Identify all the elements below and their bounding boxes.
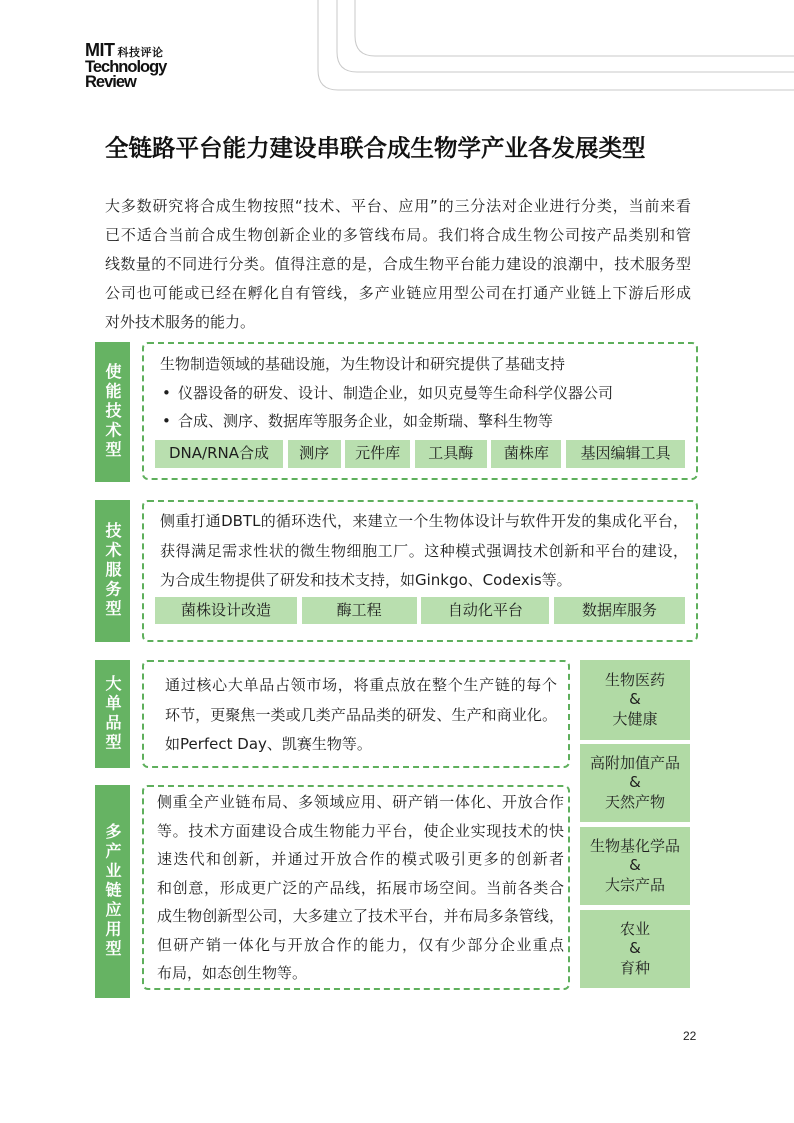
logo-review: Review	[85, 73, 136, 91]
industry-box-biomedicine	[580, 660, 690, 740]
section-line: 侧重打通DBTL的循环迭代，来建立一个生物体设计与软件开发的集成化平台，	[160, 512, 688, 530]
bullet-dot: •	[162, 412, 171, 430]
deco-line-inner	[355, 0, 794, 56]
intro-line: 公司也可能或已经在孵化自有管线，多产业链应用型公司在打通产业链上下游后形成	[105, 284, 691, 302]
label-enabling-tech	[95, 342, 130, 482]
bullet-item	[160, 407, 688, 436]
section-line: 生物制造领域的基础设施，为生物设计和研究提供了基础支持	[160, 355, 566, 373]
industry-bottom: 大宗产品	[604, 875, 665, 894]
tag: 工具酶	[415, 440, 487, 468]
logo-mit: MIT	[85, 40, 115, 60]
bullet-item	[160, 379, 688, 408]
bullet-dot: •	[162, 383, 171, 402]
section-line: 如Perfect Day、凯赛生物等。	[165, 735, 372, 753]
label-single-product	[95, 660, 130, 768]
logo-chinese: 科技评论	[117, 46, 164, 59]
tag: DNA/RNA合成	[155, 440, 283, 468]
industry-amp: &	[629, 856, 641, 875]
section-line: 通过核心大单品占领市场，将重点放在整个生产链的每个	[165, 676, 557, 694]
industry-amp: &	[629, 690, 641, 709]
tag: 基因编辑工具	[566, 440, 685, 468]
section-line: 环节，更聚焦一类或几类产品品类的研发、生产和商业化。	[165, 705, 557, 724]
bullet-text: 仪器设备的研发、设计、制造企业，如贝克曼等生命科学仪器公司	[178, 383, 614, 402]
section-tech-service	[142, 500, 698, 642]
industry-box-high-value	[580, 744, 690, 822]
industry-bottom: 育种	[619, 958, 650, 977]
deco-line-middle	[337, 0, 794, 72]
tag: 自动化平台	[421, 597, 549, 624]
tag: 测序	[288, 440, 341, 468]
deco-line-outer	[318, 0, 794, 90]
label-text: 使能技术型	[103, 363, 122, 461]
label-text: 大单品型	[103, 675, 122, 753]
logo-technology: Technology	[85, 58, 167, 76]
label-multi-industry	[95, 785, 130, 998]
section-enabling-tech	[142, 342, 698, 480]
tag: 菌株设计改造	[155, 597, 297, 624]
section-line: 侧重全产业链布局、多领域应用、研产销一体化、开放合作	[157, 793, 564, 811]
tag-row	[155, 597, 688, 624]
page-number: 22	[683, 1029, 697, 1043]
section-line: 和创意，形成更广泛的产品线，拓展市场空间。当前各类合	[157, 878, 564, 897]
section-line: 为合成生物提供了研发和技术支持，如Ginkgo、Codexis等。	[160, 571, 572, 589]
industry-box-agriculture	[580, 910, 690, 988]
intro-line: 线数量的不同进行分类。值得注意的是，合成生物平台能力建设的浪潮中，技术服务型	[105, 255, 691, 273]
industry-bottom: 大健康	[612, 709, 658, 728]
industry-amp: &	[629, 939, 641, 958]
label-text: 技术服务型	[103, 522, 122, 620]
section-multi-industry	[142, 785, 570, 990]
bullet-text: 合成、测序、数据库等服务企业，如金斯瑞、擎科生物等	[178, 412, 554, 430]
label-tech-service	[95, 500, 130, 642]
industry-top: 农业	[619, 919, 650, 938]
label-text: 多产业链应用型	[103, 823, 122, 960]
section-line: 速迭代和创新，并通过开放合作的模式吸引更多的创新者	[157, 850, 564, 868]
industry-amp: &	[629, 773, 641, 792]
tag: 菌株库	[491, 440, 561, 468]
tag: 酶工程	[302, 597, 417, 624]
industry-top: 生物医药	[604, 670, 665, 689]
industry-top: 高附加值产品	[589, 753, 680, 772]
intro-paragraph	[105, 192, 691, 337]
mit-technology-review-logo	[85, 40, 167, 91]
page-title: 全链路平台能力建设串联合成生物学产业各发展类型	[105, 134, 646, 162]
tag-row	[155, 440, 688, 468]
industry-bottom: 天然产物	[604, 792, 665, 811]
section-line: 成生物创新型公司，大多建立了技术平台，并布局多条管线，	[157, 907, 564, 925]
section-line: 获得满足需求性状的微生物细胞工厂。这种模式强调技术创新和平台的建设，	[160, 541, 688, 560]
section-line: 布局，如态创生物等。	[157, 964, 308, 982]
intro-line: 大多数研究将合成生物按照“技术、平台、应用”的三分法对企业进行分类，当前来看	[105, 197, 691, 215]
intro-line: 对外技术服务的能力。	[105, 313, 256, 331]
intro-line: 已不适合当前合成生物创新企业的多管线布局。我们将合成生物公司按产品类别和管	[105, 226, 691, 244]
tag: 数据库服务	[554, 597, 685, 624]
industry-box-biobased-chemicals	[580, 827, 690, 905]
section-line: 但研产销一体化与开放合作的能力，仅有少部分企业重点	[157, 935, 564, 954]
industry-top: 生物基化学品	[589, 836, 680, 855]
section-line: 等。技术方面建设合成生物能力平台，使企业实现技术的快	[157, 821, 564, 840]
tag: 元件库	[345, 440, 410, 468]
section-single-product	[142, 660, 570, 768]
